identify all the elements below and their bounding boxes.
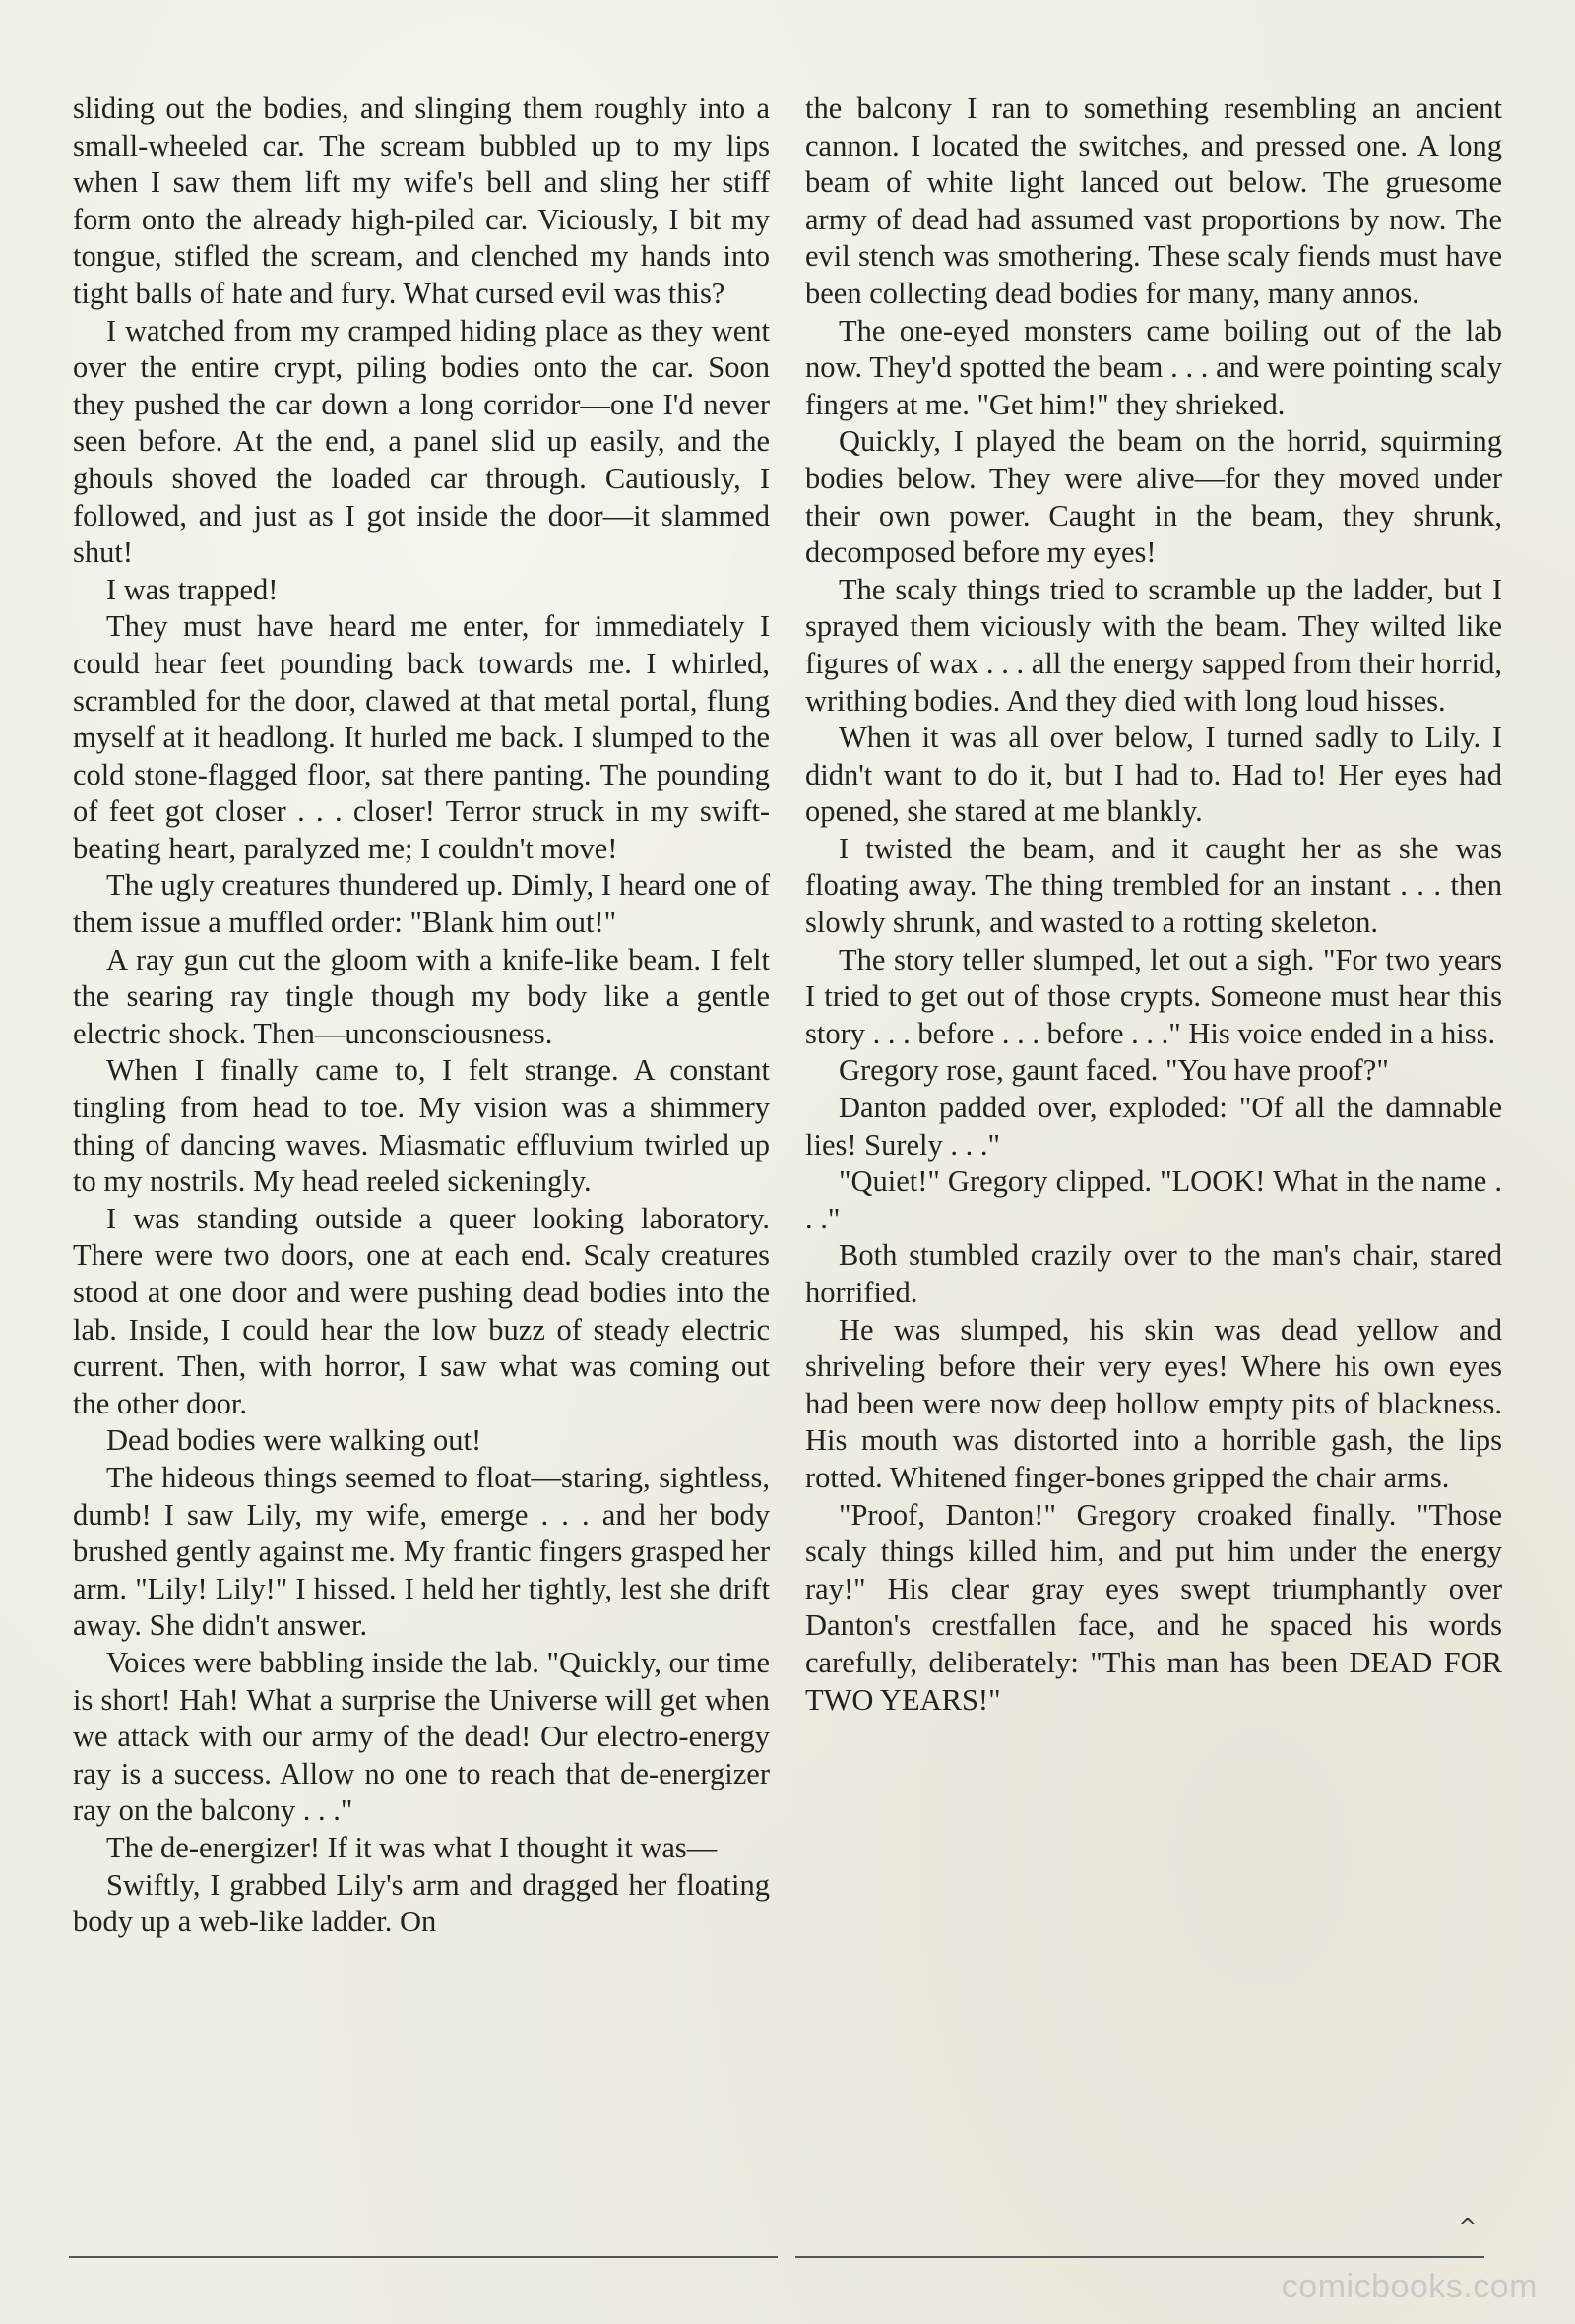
paragraph: The hideous things seemed to float—staring, sightless, dumb! I saw Lily, my wife, emerge . . . and her body brushed gently against me. My frantic fingers grasped her arm. "Lily! Lily!" I hissed. I held her tightly, lest she drift away. She didn't answer. bbox=[73, 1460, 770, 1643]
paragraph: The de-energizer! If it was what I thought it was— bbox=[106, 1830, 718, 1864]
paragraph: I twisted the beam, and it caught her as she was floating away. The thing trembled for an instant . . . then slowly shrunk, and wasted to a rotting skeleton. bbox=[805, 831, 1502, 940]
ornament-mark: ^ bbox=[1458, 2215, 1477, 2239]
paragraph: When it was all over below, I turned sadly to Lily. I didn't want to do it, but I had to. Had to! Her eyes had opened, she stared at me blankly. bbox=[805, 721, 1502, 829]
paragraph: The ugly creatures thundered up. Dimly, I heard one of them issue a muffled order: "Blank him out!" bbox=[73, 868, 770, 940]
paragraph: When I finally came to, I felt strange. A constant tingling from head to toe. My vision was a shimmery thing of dancing waves. Miasmatic effluvium twirled up to my nostrils. My head reeled sickeningly. bbox=[73, 1053, 770, 1199]
paragraph: "Proof, Danton!" Gregory croaked finally. "Those scaly things killed him, and put him under the energy ray!" His clear gray eyes swept triumphantly over Danton's crestfallen face, and he spaced his words carefully, deliberately: "This man has been DEAD FOR TWO YEARS!" bbox=[805, 1497, 1502, 1717]
paragraph: The one-eyed monsters came boiling out of the lab now. They'd spotted the beam . . . and were pointing scaly fingers at me. "Get him!" they shrieked. bbox=[805, 313, 1502, 421]
paragraph: The scaly things tried to scramble up the ladder, but I sprayed them viciously with the beam. They wilted like figures of wax . . . all the energy sapped from their horrid, writhing bodies. And they died with long loud hisses. bbox=[805, 572, 1502, 718]
paragraph: The story teller slumped, let out a sigh. "For two years I tried to get out of those crypts. Someone must hear this story . . . before . . . before . . ." His voice ended in a hiss. bbox=[805, 942, 1502, 1050]
watermark: comicbooks.com bbox=[1281, 2268, 1538, 2305]
paragraph: "Quiet!" Gregory clipped. "LOOK! What in the name . . ." bbox=[805, 1164, 1502, 1235]
right-text-column bbox=[805, 91, 1502, 1719]
paragraph: Quickly, I played the beam on the horrid, squirming bodies below. They were alive—for they moved under their own power. Caught in the beam, they shrunk, decomposed before my eyes! bbox=[805, 424, 1502, 570]
left-text-column bbox=[73, 91, 770, 1941]
paragraph: Voices were babbling inside the lab. "Quickly, our time is short! Hah! What a surprise the Universe will get when we attack with our army of the dead! Our electro-energy ray is a success. Allow no one to reach that de-energizer ray on the balcony . . ." bbox=[73, 1645, 770, 1828]
paragraph: I was standing outside a queer looking laboratory. There were two doors, one at each end. Scaly creatures stood at one door and were pushing dead bodies into the lab. Inside, I could hear the low buzz of steady electric current. Then, with horror, I saw what was coming out the other door. bbox=[73, 1201, 770, 1420]
paragraph: He was slumped, his skin was dead yellow and shriveling before their very eyes! Where his own eyes had been were now deep hollow empty pits of blackness. His mouth was distorted into a horrible gash, the lips rotted. Whitened finger-bones gripped the chair arms. bbox=[805, 1312, 1502, 1494]
paragraph: Both stumbled crazily over to the man's chair, stared horrified. bbox=[805, 1238, 1502, 1309]
paragraph: Swiftly, I grabbed Lily's arm and dragged her floating body up a web-like ladder. On bbox=[73, 1867, 770, 1939]
paragraph: the balcony I ran to something resembling an ancient cannon. I located the switches, and pressed one. A long beam of white light lanced out below. The gruesome army of dead had assumed vast proportions by now. The evil stench was smothering. These scaly fiends must have been collecting dead bodies for many, many annos. bbox=[805, 92, 1502, 310]
paragraph: Danton padded over, exploded: "Of all the damnable lies! Surely . . ." bbox=[805, 1091, 1502, 1162]
paragraph: A ray gun cut the gloom with a knife-like beam. I felt the searing ray tingle though my body like a gentle electric shock. Then—unconsciousness. bbox=[73, 942, 770, 1050]
paragraph: Dead bodies were walking out! bbox=[106, 1423, 482, 1458]
paragraph: I was trapped! bbox=[106, 572, 279, 606]
paragraph: I watched from my cramped hiding place as they went over the entire crypt, piling bodies onto the car. Soon they pushed the car down a long corridor—one I'd never seen before. At the end, a panel slid up easily, and the ghouls shoved the loaded car through. Cautiously, I followed, and just as I got inside the door—it slammed shut! bbox=[73, 313, 770, 570]
paragraph: sliding out the bodies, and slinging them roughly into a small-wheeled car. The scream bubbled up to my lips when I saw them lift my wife's bell and sling her stiff form onto the already high-piled car. Viciously, I bit my tongue, stifled the scream, and clenched my hands into tight balls of hate and fury. What cursed evil was this? bbox=[73, 92, 770, 310]
bottom-rule-right bbox=[795, 2256, 1484, 2258]
paragraph: They must have heard me enter, for immediately I could hear feet pounding back towards me. I whirled, scrambled for the door, clawed at that metal portal, flung myself at it headlong. It hurled me back. I slumped to the cold stone-flagged floor, sat there panting. The pounding of feet got closer . . . closer! Terror struck in my swift-beating heart, paralyzed me; I couldn't move! bbox=[73, 609, 770, 865]
paragraph: Gregory rose, gaunt faced. "You have proof?" bbox=[839, 1053, 1389, 1088]
bottom-rule-left bbox=[69, 2256, 778, 2258]
